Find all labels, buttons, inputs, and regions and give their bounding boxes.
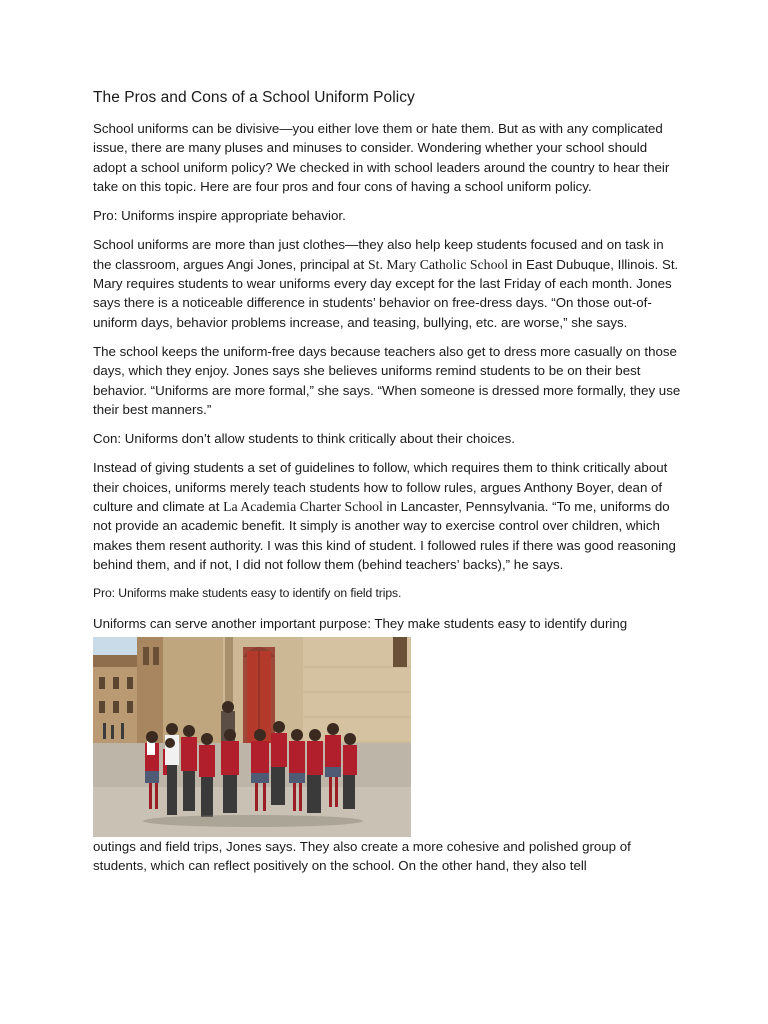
article-title: The Pros and Cons of a School Uniform Policy (93, 89, 415, 106)
la-academia-school-name: La Academia Charter School (223, 499, 383, 515)
pro1-p1-text-after: in East Dubuque, Illinois. St. Mary requires students to wear uniforms every day except for the last Friday of each month. Jones says there is a noticeable difference in students’ behavior on free-dress days. “On those out-of-uniform days, behavior problems increase, and teasing, bullying, etc. are worse,” she says. (93, 256, 679, 330)
intro-paragraph: School uniforms can be divisive—you either love them or hate them. But as with any complicated issue, there are many pluses and minuses to consider. Wondering whether your school should adopt a school uniform policy? We checked in with school leaders around the country to hear their take on this topic. Here are four pros and four cons of having a school uniform policy. (93, 121, 670, 194)
pro2-heading: Pro: Uniforms make students easy to identify on field trips. (93, 586, 402, 601)
pro2-paragraph-lead: Uniforms can serve another important purpose: They make students easy to identify during (93, 615, 628, 631)
st-mary-school-name: St. Mary Catholic School (367, 256, 509, 272)
con1-paragraph-1 (93, 458, 683, 574)
students-in-uniform-photo (93, 637, 411, 837)
pro1-heading: Pro: Uniforms inspire appropriate behavior. (93, 208, 346, 224)
con1-p1-text-before: Instead of giving students a set of guidelines to follow, which requires them to think critically about their choices, uniforms merely teach students how to follow rules, argues Anthony Boyer, dean of culture and climate at (93, 460, 668, 515)
pro1-p1-text-before: School uniforms are more than just clothes—they also help keep students focused and on task in the classroom, argues Angi Jones, principal at (93, 237, 664, 272)
pro2-paragraph-continuation: outings and field trips, Jones says. They also create a more cohesive and polished group of students, which can reflect positively on the school. On the other hand, they also tell (93, 838, 631, 874)
pro1-paragraph-1 (93, 235, 683, 331)
con1-heading: Con: Uniforms don’t allow students to think critically about their choices. (93, 431, 516, 447)
pro1-paragraph-2: The school keeps the uniform-free days because teachers also get to dress more casually on those days, which they enjoy. Jones says she believes uniforms remind students to be on their best behavior. “Uniforms are more formal,” she says. “When someone is dressed more formally, they use their best manners.” (93, 343, 681, 417)
document-page (93, 88, 683, 885)
con1-p1-text-after: in Lancaster, Pennsylvania. “To me, uniforms do not provide an academic benefit. It simply is another way to exercise control over children, which makes them resent authority. I was this kind of student. I followed rules if there was good reasoning behind them, and if not, I did not follow them (behind teachers’ backs),” he says. (93, 499, 676, 572)
